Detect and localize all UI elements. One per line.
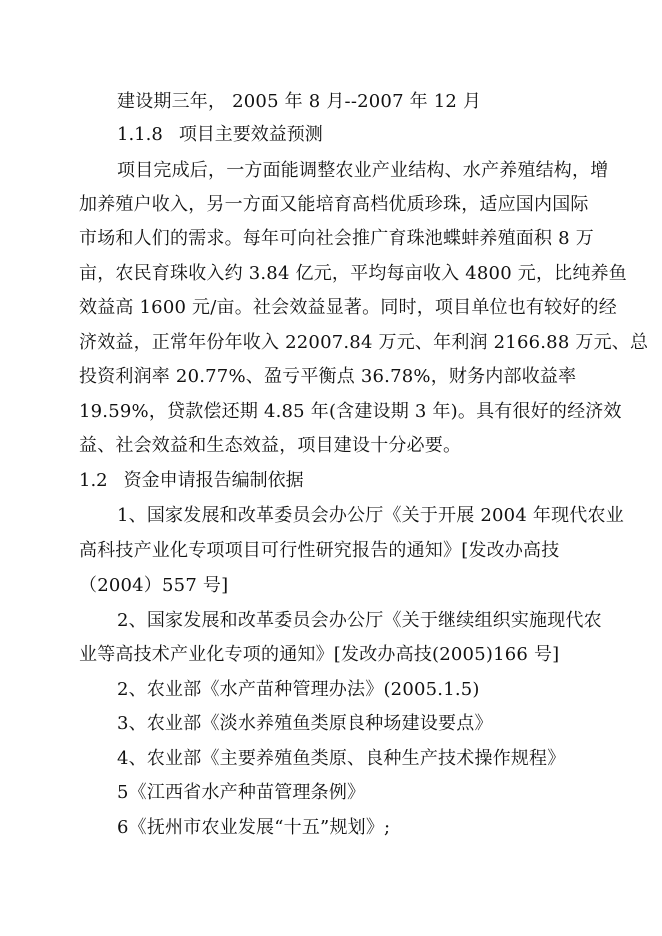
list-item-line: 高科技产业化专项项目可行性研究报告的通知》[发改办高技 — [79, 540, 560, 561]
section-title: 项目主要效益预测 — [178, 124, 323, 145]
section-number: 1.1.8 — [117, 124, 163, 145]
list-item-line: 2、农业部《水产苗种管理办法》(2005.1.5) — [117, 679, 480, 700]
list-item-line: 6《抚州市农业发展“十五”规划》; — [117, 817, 391, 838]
paragraph-line: 市场和人们的需求。每年可向社会推广育珠池蝶蚌养殖面积 8 万 — [79, 228, 594, 249]
paragraph-line: 益、社会效益和生态效益，项目建设十分必要。 — [79, 435, 462, 456]
section-title: 资金申请报告编制依据 — [123, 470, 304, 491]
paragraph-line: 济效益，正常年份年收入 22007.84 万元、年利润 2166.88 万元、总 — [79, 332, 649, 353]
list-item-line: （2004）557 号] — [79, 575, 229, 596]
list-item-line: 4、农业部《主要养殖鱼类原、良种生产技术操作规程》 — [117, 748, 566, 769]
section-heading-1-1-8 — [117, 123, 323, 147]
paragraph-line: 加养殖户收入，另一方面又能培育高档优质珍珠，适应国内国际 — [79, 194, 589, 215]
list-item-line: 2、国家发展和改革委员会办公厅《关于继续组织实施现代农 — [117, 610, 602, 631]
paragraph-line: 效益高 1600 元/亩。社会效益显著。同时，项目单位也有较好的经 — [79, 297, 617, 318]
paragraph-line: 19.59%，贷款偿还期 4.85 年(含建设期 3 年)。具有很好的经济效 — [79, 401, 622, 422]
list-item-line: 1、国家发展和改革委员会办公厅《关于开展 2004 年现代农业 — [117, 505, 624, 526]
section-number: 1.2 — [79, 470, 108, 491]
list-item-line: 业等高技术产业化专项的通知》[发改办高技(2005)166 号] — [79, 644, 560, 665]
section-heading-1-2 — [79, 469, 304, 493]
list-item-line: 3、农业部《淡水养殖鱼类原良种场建设要点》 — [117, 713, 493, 734]
paragraph-line: 投资利润率 20.77%、盈亏平衡点 36.78%，财务内部收益率 — [79, 366, 577, 387]
paragraph-line: 亩，农民育珠收入约 3.84 亿元，平均每亩收入 4800 元，比纯养鱼 — [79, 263, 627, 284]
list-item-line: 5《江西省水产种苗管理条例》 — [117, 782, 366, 803]
paragraph-line: 项目完成后，一方面能调整农业产业结构、水产养殖结构，增 — [117, 160, 609, 181]
construction-period: 建设期三年， 2005 年 8 月--2007 年 12 月 — [117, 91, 482, 112]
